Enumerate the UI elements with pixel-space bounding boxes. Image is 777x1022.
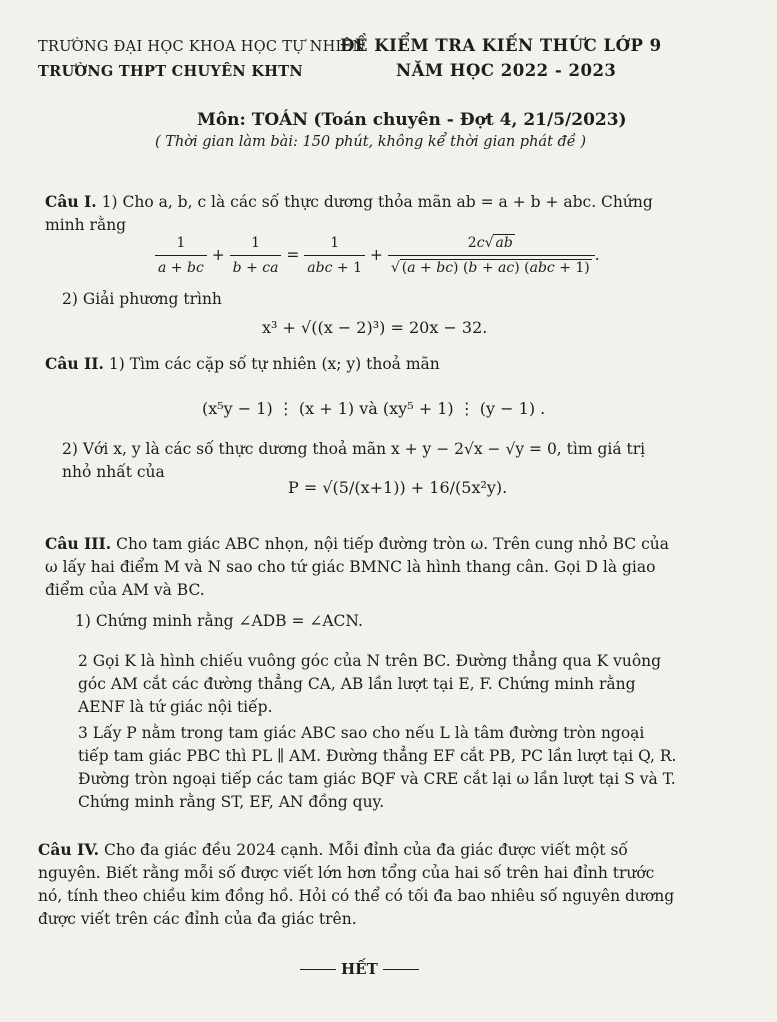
q1-part1-intro [45,190,685,237]
end-text: HẾT [341,960,378,978]
q3-label: Câu III. [45,534,112,553]
q2-part1-formula: (x⁵y − 1) ⋮ (x + 1) và (xy⁵ + 1) ⋮ (y − 1) . [202,399,546,418]
q4-text-block [38,838,682,931]
q2-part2-formula-text: P = √(5/(x+1)) + 16/(5x²y). [288,478,508,497]
school-name-highschool: TRƯỜNG THPT CHUYÊN KHTN [38,63,303,80]
subject-details: (Toán chuyên - Đợt 4, 21/5/2023) [313,110,627,130]
q1-part2-intro: 2) Giải phương trình [62,290,222,308]
q2-part1-intro [45,352,440,376]
q3-part3: 3 Lấy P nằm trong tam giác ABC sao cho nếu L là tâm đường tròn ngoại tiếp tam giác PBC thì PL ∥ AM. Đường thẳng EF cắt PB, PC lần lượt tại Q, R. Đường tròn ngoại tiếp các tam giác BQF và CRE cắt lại ω lần lượt tại S và T. Chứng minh rằng ST, EF, AN đồng quy. [78,724,677,811]
time-note: ( Thời gian làm bài: 150 phút, không kể thời gian phát đề ) [155,134,586,150]
q3-part1: 1) Chứng minh rằng ∠ADB = ∠ACN. [75,612,363,630]
end-rule-left [300,969,336,970]
end-marker [300,960,419,978]
q3-intro-text: Cho tam giác ABC nhọn, nội tiếp đường tròn ω. Trên cung nhỏ BC của ω lấy hai điểm M và N sao cho tứ giác BMNC là hình thang cân. Gọi D là giao điểm của AM và BC. [45,535,669,599]
q4-text: Cho đa giác đều 2024 cạnh. Mỗi đỉnh của đa giác được viết một số nguyên. Biết rằng mỗi số được viết lớn hơn tổng của hai số trên hai đỉnh trước nó, tính theo chiều kim đồng hồ. Hỏi có thể có tối đa bao nhiêu số nguyên dương được viết trên các đỉnh của đa giác trên. [38,841,675,928]
q1-part2-formula: x³ + √((x − 2)³) = 20x − 32. [262,318,488,337]
q4-label: Câu IV. [38,840,100,859]
q2-part2-formula [288,476,507,499]
exam-title: ĐỀ KIỂM TRA KIẾN THỨC LỚP 9 [340,36,662,55]
q1-label: Câu I. [45,192,97,211]
subject-line [197,110,627,130]
school-name-university: TRƯỜNG ĐẠI HỌC KHOA HỌC TỰ NHIÊN [38,39,366,55]
q3-part2: 2 Gọi K là hình chiếu vuông góc của N trên BC. Đường thẳng qua K vuông góc AM cắt các đường thẳng CA, AB lần lượt tại E, F. Chứng minh rằng AENF là tứ giác nội tiếp. [78,652,662,716]
school-year: NĂM HỌC 2022 - 2023 [396,61,617,80]
q1-part1-formula: $\frac{1}{a + bc}$ + $\frac{1}{b + ca}$ = $\frac{1}{\text{abc + 1}}$ + $\frac{2c√ ab}{\text{√ (a + bc) (b + ac) (abc + 1)}}$ . [155,232,600,280]
subject-label: Môn: TOÁN [197,110,308,130]
q2-label: Câu II. [45,354,104,373]
q2-part2-intro: 2) Với x, y là các số thực dương thoả mãn x + y − 2√x − √y = 0, tìm giá trị nhỏ nhất của [62,440,646,481]
q1-part1-text: 1) Cho a, b, c là các số thực dương thỏa mãn ab = a + b + abc. Chứng minh rằng [45,193,653,234]
q2-part1-text: 1) Tìm các cặp số tự nhiên (x; y) thoả mãn [108,355,440,373]
end-rule-right [383,969,419,970]
q3-intro [45,532,681,602]
